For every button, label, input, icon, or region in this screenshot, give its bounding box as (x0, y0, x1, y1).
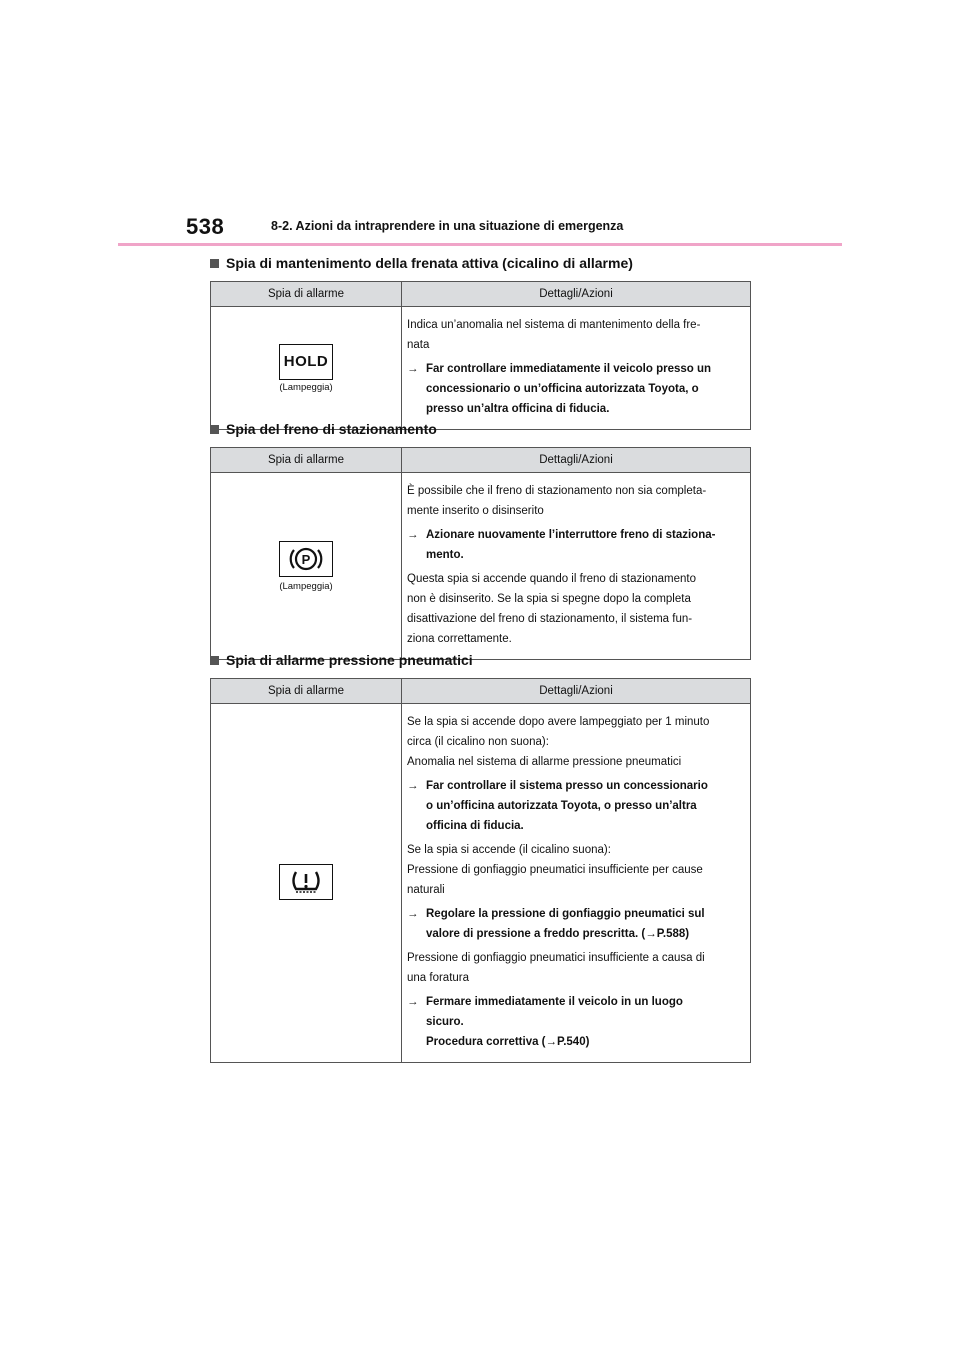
action-item: → Regolare la pressione di gonfiaggio pneumatici sul valore di pressione a freddo prescritta. (→P.588) (407, 904, 746, 944)
column-header-light: Spia di allarme (211, 679, 402, 704)
icon-cell (211, 473, 402, 660)
arrow-icon: → (407, 996, 419, 1008)
action-item: → Far controllare il sistema presso un concessionario o un’officina autorizzata Toyota, o presso un’altra officina di fiducia. (407, 776, 746, 836)
action-item: → Fermare immediatamente il veicolo in un luogo sicuro. Procedura correttiva (→P.540) (407, 992, 746, 1052)
column-header-details: Dettagli/Azioni (402, 282, 751, 307)
bullet-square-icon (210, 259, 219, 268)
blink-caption: (Lampeggia) (279, 580, 333, 592)
description: Pressione di gonfiaggio pneumatici insufficiente a causa di una foratura (407, 952, 705, 984)
column-header-light: Spia di allarme (211, 282, 402, 307)
hold-indicator-icon (279, 344, 333, 380)
tire-pressure-warning-icon (279, 864, 333, 900)
arrow-icon: → (407, 529, 419, 541)
column-header-details: Dettagli/Azioni (402, 679, 751, 704)
section-heading-hold (210, 255, 633, 271)
warning-table-hold (210, 281, 751, 430)
icon-cell (211, 307, 402, 430)
warning-table-tire (210, 678, 751, 1063)
details-cell (402, 704, 751, 1063)
arrow-icon: → (407, 908, 419, 920)
section-title: Spia del freno di stazionamento (226, 421, 437, 437)
arrow-icon: → (407, 363, 419, 375)
column-header-light: Spia di allarme (211, 448, 402, 473)
arrow-icon: → (407, 780, 419, 792)
hold-icon-label: HOLD (283, 353, 329, 370)
chapter-title: 8-2. Azioni da intraprendere in una situazione di emergenza (271, 219, 624, 233)
section-title: Spia di mantenimento della frenata attiva (cicalino di allarme) (226, 255, 633, 271)
action-item: → Far controllare immediatamente il veicolo presso un concessionario o un’officina autorizzata Toyota, o presso un’altra officina di fiducia. (407, 359, 746, 419)
section-heading-parking (210, 421, 437, 437)
note: Questa spia si accende quando il freno di stazionamento non è disinserito. Se la spia si spegne dopo la completa disattivazione del freno di stazionamento, il sistema fun- ziona correttamente. (407, 573, 696, 645)
section-heading-tire (210, 652, 473, 668)
page-number: 538 (186, 214, 225, 239)
parking-brake-icon (279, 541, 333, 577)
icon-cell (211, 704, 402, 1063)
section-title: Spia di allarme pressione pneumatici (226, 652, 473, 668)
column-header-details: Dettagli/Azioni (402, 448, 751, 473)
warning-table-parking (210, 447, 751, 660)
details-cell (402, 473, 751, 660)
description: Se la spia si accende (il cicalino suona): Pressione di gonfiaggio pneumatici insufficiente per cause naturali (407, 844, 703, 896)
blink-caption: (Lampeggia) (279, 381, 333, 393)
description: Indica un’anomalia nel sistema di mantenimento della fre- nata (407, 319, 701, 351)
bullet-square-icon (210, 656, 219, 665)
header-rule (118, 243, 842, 246)
action-item: → Azionare nuovamente l’interruttore freno di staziona- mento. (407, 525, 746, 565)
details-cell (402, 307, 751, 430)
description: È possibile che il freno di stazionamento non sia completa- mente inserito o disinserito (407, 485, 707, 517)
bullet-square-icon (210, 425, 219, 434)
svg-text:P: P (301, 551, 311, 567)
description: Se la spia si accende dopo avere lampeggiato per 1 minuto circa (il cicalino non suona): Anomalia nel sistema di allarme pressione pneumatici (407, 716, 710, 768)
